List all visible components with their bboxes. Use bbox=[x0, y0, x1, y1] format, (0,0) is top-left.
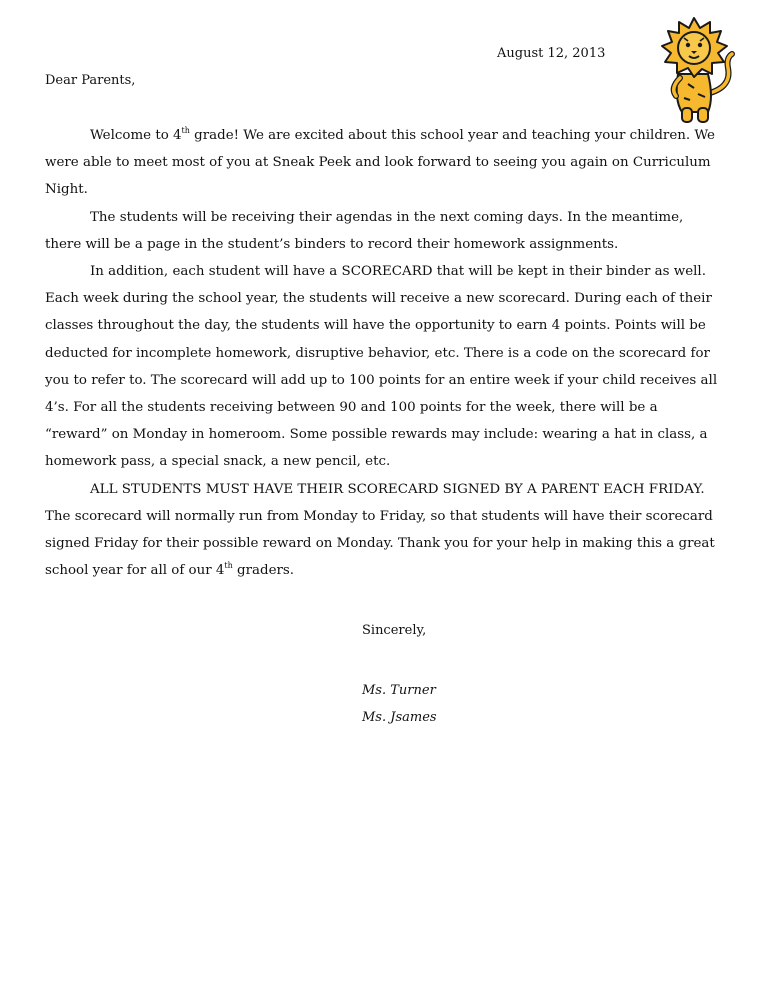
signature-turner: Ms. Turner bbox=[362, 683, 436, 698]
signature-block bbox=[362, 677, 437, 731]
signature-jsames: Ms. Jsames bbox=[362, 710, 437, 725]
paragraph-welcome-part-b: grade! We are excited about this school year and teaching your children. We were able to meet most of you at Sneak Peek and look forward to seeing you again on Curriculum Night. bbox=[45, 128, 715, 198]
paragraph-welcome bbox=[45, 122, 721, 204]
paragraph-agendas: The students will be receiving their agendas in the next coming days. In the meantime, there will be a page in the student’s binders to record their homework assignments. bbox=[45, 209, 684, 252]
tiger-cartoon-icon bbox=[648, 14, 740, 126]
paragraph-welcome-part-a: Welcome to 4 bbox=[90, 128, 182, 143]
closing: Sincerely, bbox=[362, 623, 427, 638]
paragraph-scorecard: In addition, each student will have a SCORECARD that will be kept in their binder as well. Each week during the school year, the students will receive a new scorecard. During each of their classes throughout the day, the students will have the opportunity to earn 4 points. Points will be deducted for incomplete homework, disruptive behavior, etc. There is a code on the scorecard for you to refer to. The scorecard will add up to 100 points for an entire week if your child receives all 4’s. For all the students receiving between 90 and 100 points for the week, there will be a “reward” on Monday in homeroom. Some possible rewards may include: wearing a hat in class, a homework pass, a special snack, a new pencil, etc. bbox=[45, 264, 718, 470]
salutation: Dear Parents, bbox=[45, 73, 136, 88]
paragraph-signing-part-b: graders. bbox=[232, 563, 295, 579]
letter-body bbox=[45, 122, 721, 584]
ordinal-suffix: th bbox=[181, 126, 190, 135]
paragraph-signing bbox=[45, 476, 721, 585]
letter-date: August 12, 2013 bbox=[497, 46, 606, 61]
paragraph-signing-part-a: ALL STUDENTS MUST HAVE THEIR SCORECARD SIGNED BY A PARENT EACH FRIDAY. The scorecard will normally run from Monday to Friday, so that students will have their scorecard signed Friday for their possible reward on Monday. Thank you for your help in making this a great school year for all of our 4 bbox=[45, 481, 715, 579]
ordinal-suffix: th bbox=[224, 561, 233, 571]
